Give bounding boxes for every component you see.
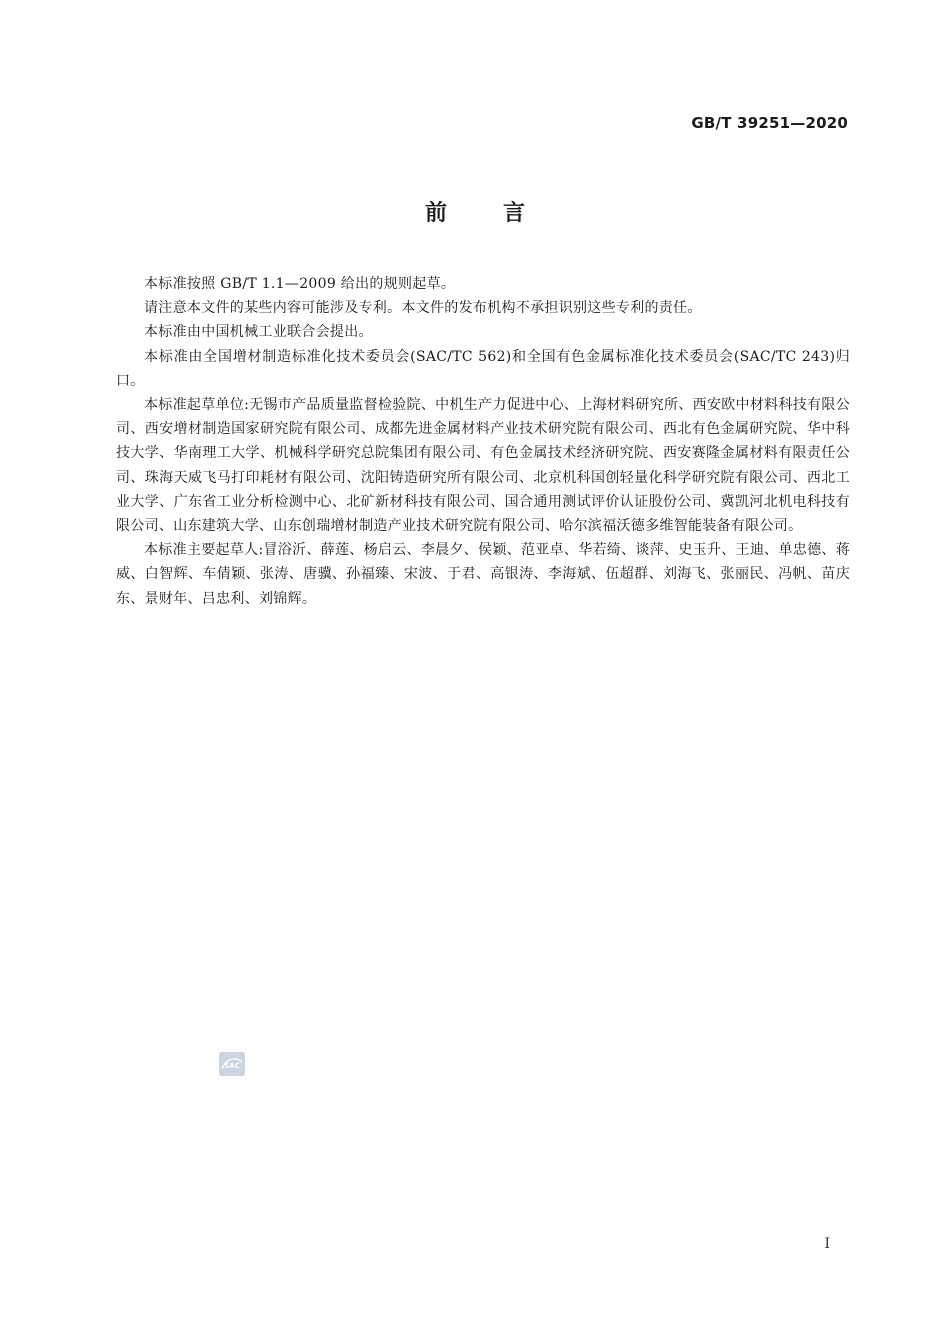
- paragraph-drafters: 本标准主要起草人:冒浴沂、薛莲、杨启云、李晨夕、侯颖、范亚卓、华若绮、谈萍、史玉升、王迪、单忠德、蒋威、白智辉、车倩颖、张涛、唐骥、孙福臻、宋波、于君、高银涛、李海斌、伍超群、刘海飞、张丽民、冯帆、苗庆东、景财年、吕忠利、刘锦辉。: [116, 542, 850, 607]
- sac-logo-text: SAC: [224, 1062, 240, 1070]
- paragraph-drafting-rules: 本标准按照 GB/T 1.1—2009 给出的规则起草。: [144, 276, 456, 292]
- sac-watermark-logo-icon: [219, 1052, 245, 1076]
- paragraph-proposer: 本标准由中国机械工业联合会提出。: [144, 324, 373, 341]
- paragraph-technical-committee: 本标准由全国增材制造标准化技术委员会(SAC/TC 562)和全国有色金属标准化技术委员会(SAC/TC 243)归口。: [116, 348, 850, 389]
- page-number: I: [824, 1236, 830, 1252]
- foreword-body: [116, 272, 850, 611]
- standard-number: GB/T 39251—2020: [691, 114, 848, 132]
- page-title: 前言: [424, 201, 581, 226]
- paragraph-drafting-organizations: 本标准起草单位:无锡市产品质量监督检验院、中机生产力促进中心、上海材料研究所、西安欧中材料科技有限公司、西安增材制造国家研究院有限公司、成都先进金属材料产业技术研究院有限公司、西北有色金属研究院、华中科技大学、华南理工大学、机械科学研究总院集团有限公司、有色金属技术经济研究院、西安赛隆金属材料有限责任公司、珠海天威飞马打印耗材有限公司、沈阳铸造研究所有限公司、北京机科国创轻量化科学研究院有限公司、西北工业大学、广东省工业分析检测中心、北矿新材科技有限公司、国合通用测试评价认证股份公司、冀凯河北机电科技有限公司、山东建筑大学、山东创瑞增材制造产业技术研究院有限公司、哈尔滨福沃德多维智能装备有限公司。: [116, 397, 850, 535]
- paragraph-patent-notice: 请注意本文件的某些内容可能涉及专利。本文件的发布机构不承担识别这些专利的责任。: [144, 300, 702, 317]
